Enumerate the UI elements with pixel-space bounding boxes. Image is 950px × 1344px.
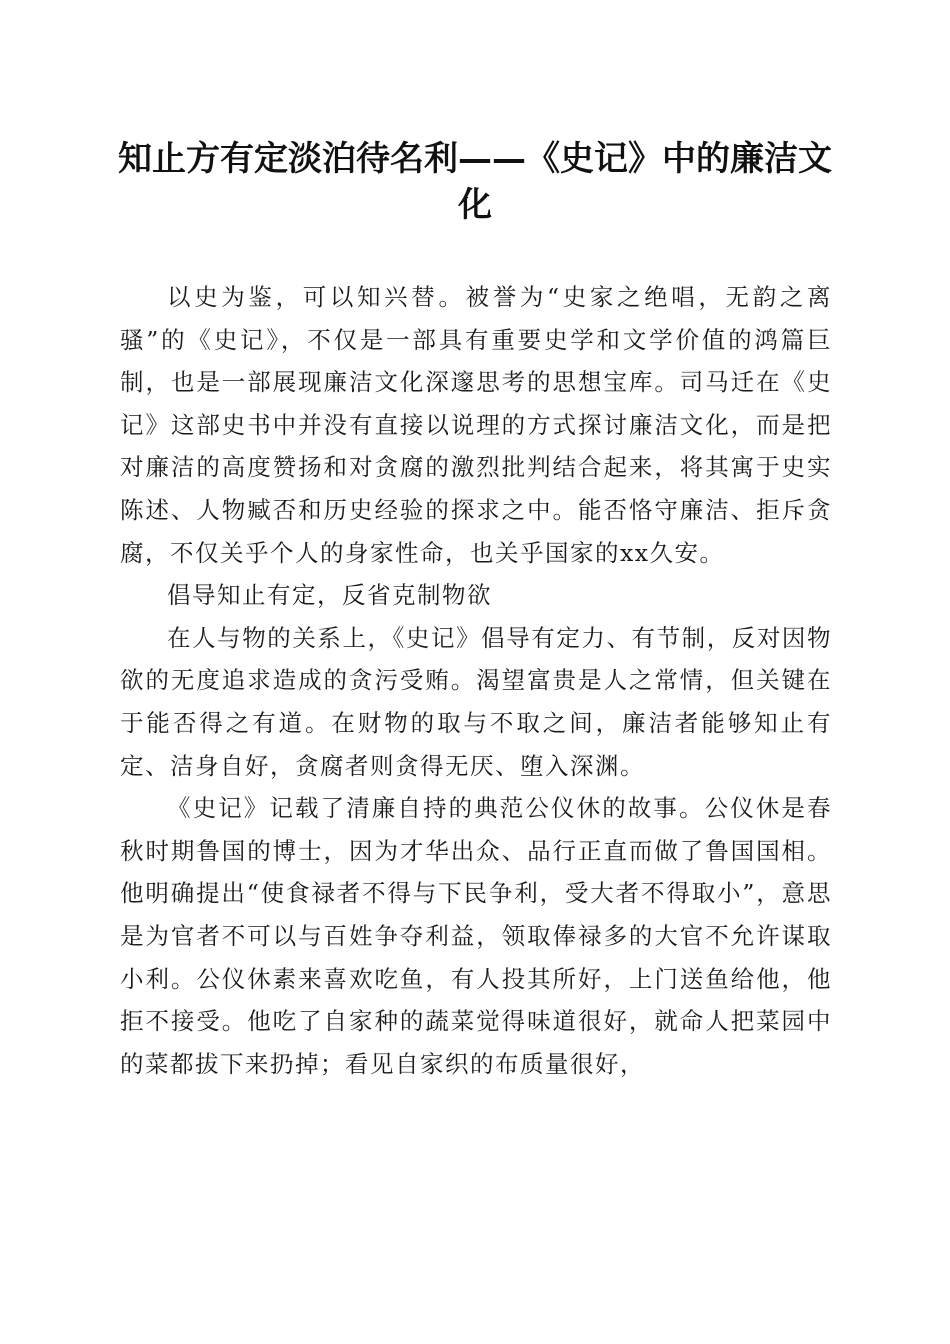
document-body [120,276,832,1085]
paragraph-gongyixiu: 《史记》记载了清廉自持的典范公仪休的故事。公仪休是春秋时期鲁国的博士，因为才华出众、品行正直而做了鲁国国相。他明确提出“使食禄者不得与下民争利，受大者不得取小”，意思是为官者不可以与百姓争夺利益，领取俸禄多的大官不允许谋取小利。公仪休素来喜欢吃鱼，有人投其所好，上门送鱼给他，他拒不接受。他吃了自家种的蔬菜觉得味道很好，就命人把菜园中的菜都拔下来扔掉；看见自家织的布质量很好， [120,794,832,1078]
document-title: 知止方有定淡泊待名利——《史记》中的廉洁文化 [118,139,832,225]
paragraph-relationship: 在人与物的关系上，《史记》倡导有定力、有节制，反对因物欲的无度追求造成的贪污受贿。渴望富贵是人之常情，但关键在于能否得之有道。在财物的取与不取之间，廉洁者能够知止有定、洁身自好，贪腐者则贪得无厌、堕入深渊。 [120,623,832,780]
paragraph-intro: 以史为鉴，可以知兴替。被誉为“史家之绝唱，无韵之离骚”的《史记》，不仅是一部具有重要史学和文学价值的鸿篇巨制，也是一部展现廉洁文化深邃思考的思想宝库。司马迁在《史记》这部史书中并没有直接以说理的方式探讨廉洁文化，而是把对廉洁的高度赞扬和对贪腐的激烈批判结合起来，将其寓于史实陈述、人物臧否和历史经验的探求之中。能否恪守廉洁、拒斥贪腐，不仅关乎个人的身家性命，也关乎国家的xx久安。 [120,283,832,567]
section-heading: 倡导知止有定，反省克制物欲 [167,581,492,610]
